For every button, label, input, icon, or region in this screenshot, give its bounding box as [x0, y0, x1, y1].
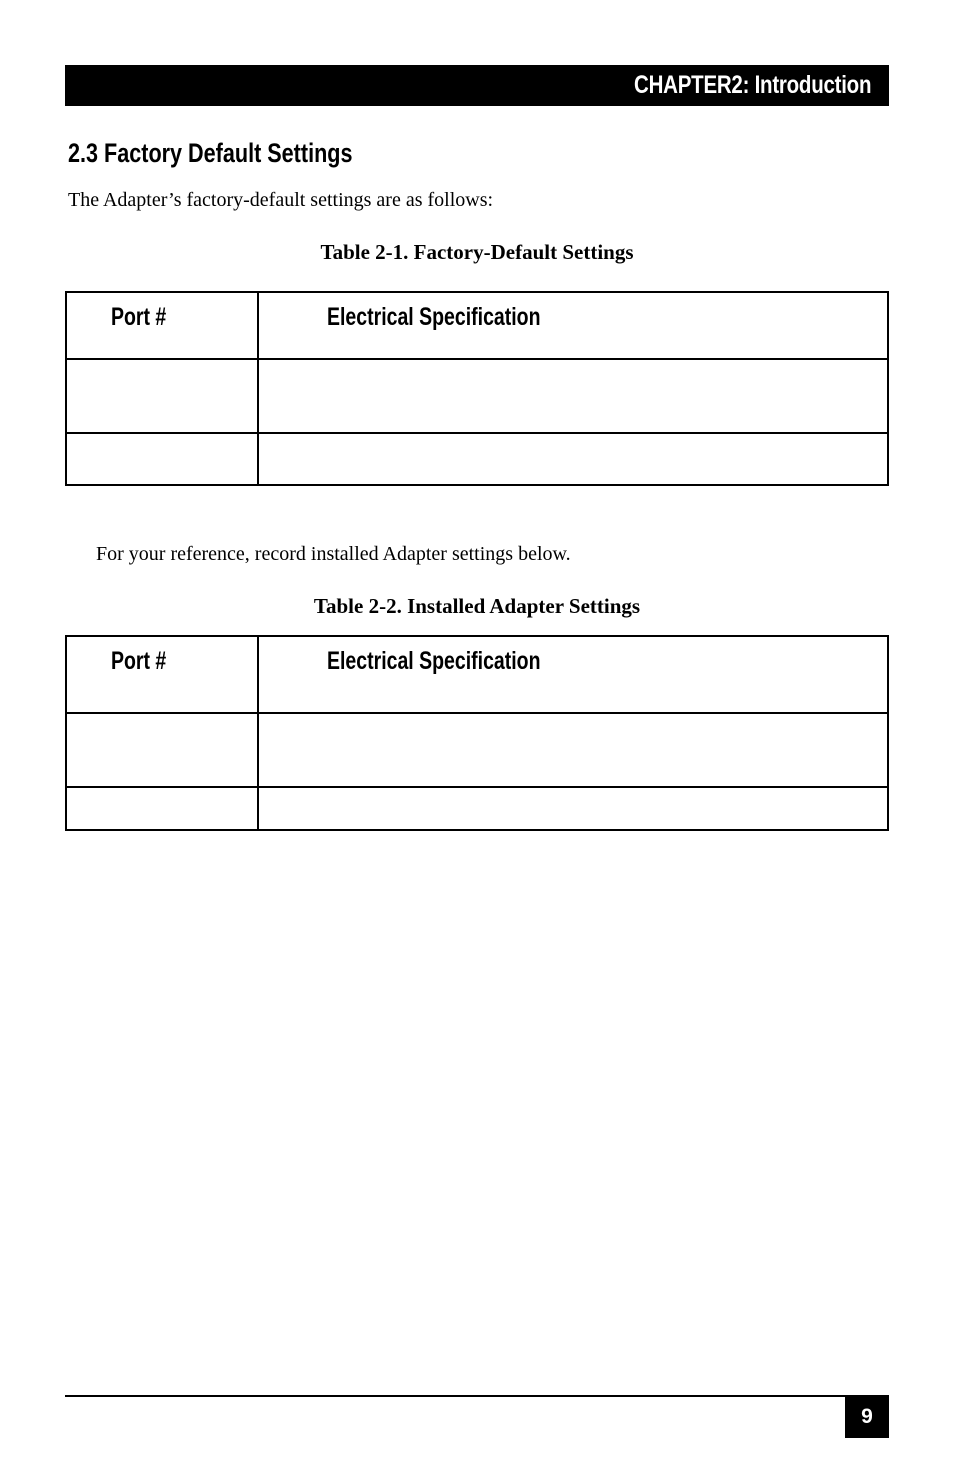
chapter-label: CHAPTER2: Introduction [633, 71, 871, 99]
port-cell [66, 433, 258, 485]
spec-cell [258, 359, 888, 433]
footer-rule [65, 1395, 845, 1397]
factory-default-table [65, 291, 889, 486]
section-title: 2.3 Factory Default Settings [68, 138, 353, 168]
chapter-header-bar [65, 65, 889, 106]
header-port: Port # [66, 636, 258, 713]
table-row [66, 713, 888, 787]
table2-caption: Table 2-2. Installed Adapter Settings [313, 594, 641, 618]
table-header-row [66, 292, 888, 359]
page-number-box [845, 1395, 889, 1438]
page-number: 9 [861, 1404, 873, 1428]
port-cell [66, 713, 258, 787]
installed-settings-table [65, 635, 889, 831]
table-row [66, 787, 888, 830]
spec-cell [258, 713, 888, 787]
spec-cell [258, 433, 888, 485]
port-cell [66, 787, 258, 830]
table1-caption: Table 2-1. Factory-Default Settings [320, 240, 634, 264]
header-electrical-spec: Electrical Specification [258, 636, 888, 713]
header-port: Port # [66, 292, 258, 359]
table-row [66, 359, 888, 433]
reference-text: For your reference, record installed Adapter settings below. [96, 543, 571, 565]
spec-cell [258, 787, 888, 830]
intro-text: The Adapter’s factory-default settings are as follows: [68, 189, 494, 211]
header-electrical-spec: Electrical Specification [258, 292, 888, 359]
port-cell [66, 359, 258, 433]
table-row [66, 433, 888, 485]
table-header-row [66, 636, 888, 713]
